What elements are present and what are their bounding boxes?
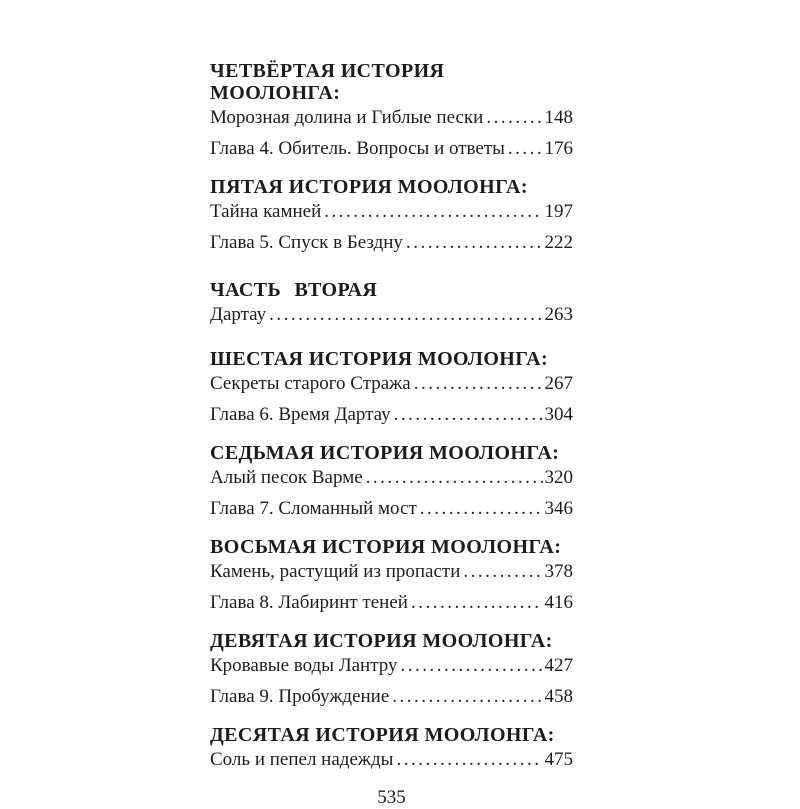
toc-section-heading: ВОСЬМАЯ ИСТОРИЯ МООЛОНГА: [210,536,562,558]
toc-entry [210,373,573,395]
dot-leader [420,498,543,520]
dot-leader [414,373,543,395]
toc-entry-page: 458 [544,686,573,707]
toc-entry-page: 475 [544,749,573,770]
toc-entry-page: 427 [544,655,573,676]
folio-page-number: 535 [377,787,406,808]
toc-section-heading: ШЕСТАЯ ИСТОРИЯ МООЛОНГА: [210,348,549,370]
toc-section-ninth-story [210,630,573,708]
toc-entry [210,498,573,520]
toc-entry [210,655,573,677]
toc-section-heading: СЕДЬМАЯ ИСТОРИЯ МООЛОНГА: [210,442,560,464]
toc-entry [210,232,573,254]
dot-leader [411,592,543,614]
toc-section-heading: ПЯТАЯ ИСТОРИЯ МООЛОНГА: [210,176,528,198]
toc-entry-page: 320 [544,467,573,488]
toc-entry [210,467,573,489]
dot-leader [366,467,543,489]
toc-section-heading: ДЕСЯТАЯ ИСТОРИЯ МООЛОНГА: [210,724,555,746]
toc-section-sixth-story [210,348,573,426]
toc-section-seventh-story [210,442,573,520]
toc-entry-title: Глава 7. Сломанный мост [210,498,417,519]
toc-entry-title: Глава 9. Пробуждение [210,686,390,707]
toc-entry-title: Алый песок Варме [210,467,363,488]
toc-entry [210,686,573,708]
dot-leader [394,404,543,426]
toc-section-heading: ЧЕТВЁРТАЯ ИСТОРИЯ МООЛОНГА: [210,60,445,104]
dot-leader [324,201,542,223]
dot-leader [463,561,542,583]
dot-leader [396,749,542,771]
toc-section-eighth-story [210,536,573,614]
toc-entry-title: Дартау [210,304,267,325]
toc-entry-page: 378 [544,561,573,582]
toc-section-part-two [210,279,573,326]
toc-entry-title: Соль и пепел надежды [210,749,394,770]
toc-entry-title: Камень, растущий из пропасти [210,561,461,582]
dot-leader [392,686,542,708]
toc-entry-title: Глава 6. Время Дартау [210,404,391,425]
toc-entry [210,107,573,129]
toc-section-tenth-story [210,724,573,771]
folio [210,787,573,809]
dot-leader [486,107,542,129]
toc-entry-page: 197 [544,201,573,222]
toc-entry-page: 222 [544,232,573,253]
toc-entry-page: 263 [544,304,573,325]
dot-leader [269,304,542,326]
toc-entry-title: Глава 4. Обитель. Вопросы и ответы [210,138,505,159]
toc-entry-page: 346 [544,498,573,519]
toc-section-heading: ДЕВЯТАЯ ИСТОРИЯ МООЛОНГА: [210,630,553,652]
toc-page [210,60,573,809]
dot-leader [401,655,543,677]
toc-entry-title: Глава 5. Спуск в Бездну [210,232,403,253]
toc-entry [210,749,573,771]
toc-entry-title: Секреты старого Стража [210,373,411,394]
toc-entry-page: 304 [544,404,573,425]
toc-entry [210,304,573,326]
toc-entry [210,592,573,614]
toc-section-heading: ЧАСТЬ ВТОРАЯ [210,279,378,301]
toc-entry [210,201,573,223]
dot-leader [508,138,543,160]
dot-leader [406,232,543,254]
toc-entry-page: 148 [544,107,573,128]
toc-entry-page: 416 [544,592,573,613]
toc-section-fifth-story [210,176,573,254]
toc-section-fourth-story [210,60,573,160]
toc-entry-page: 176 [544,138,573,159]
toc-entry [210,561,573,583]
toc-entry-title: Глава 8. Лабиринт теней [210,592,408,613]
toc-entry-title: Морозная долина и Гиблые пески [210,107,484,128]
toc-entry-title: Кровавые воды Лантру [210,655,398,676]
toc-entry-page: 267 [544,373,573,394]
toc-entry-title: Тайна камней [210,201,322,222]
toc-entry [210,404,573,426]
toc-entry [210,138,573,160]
